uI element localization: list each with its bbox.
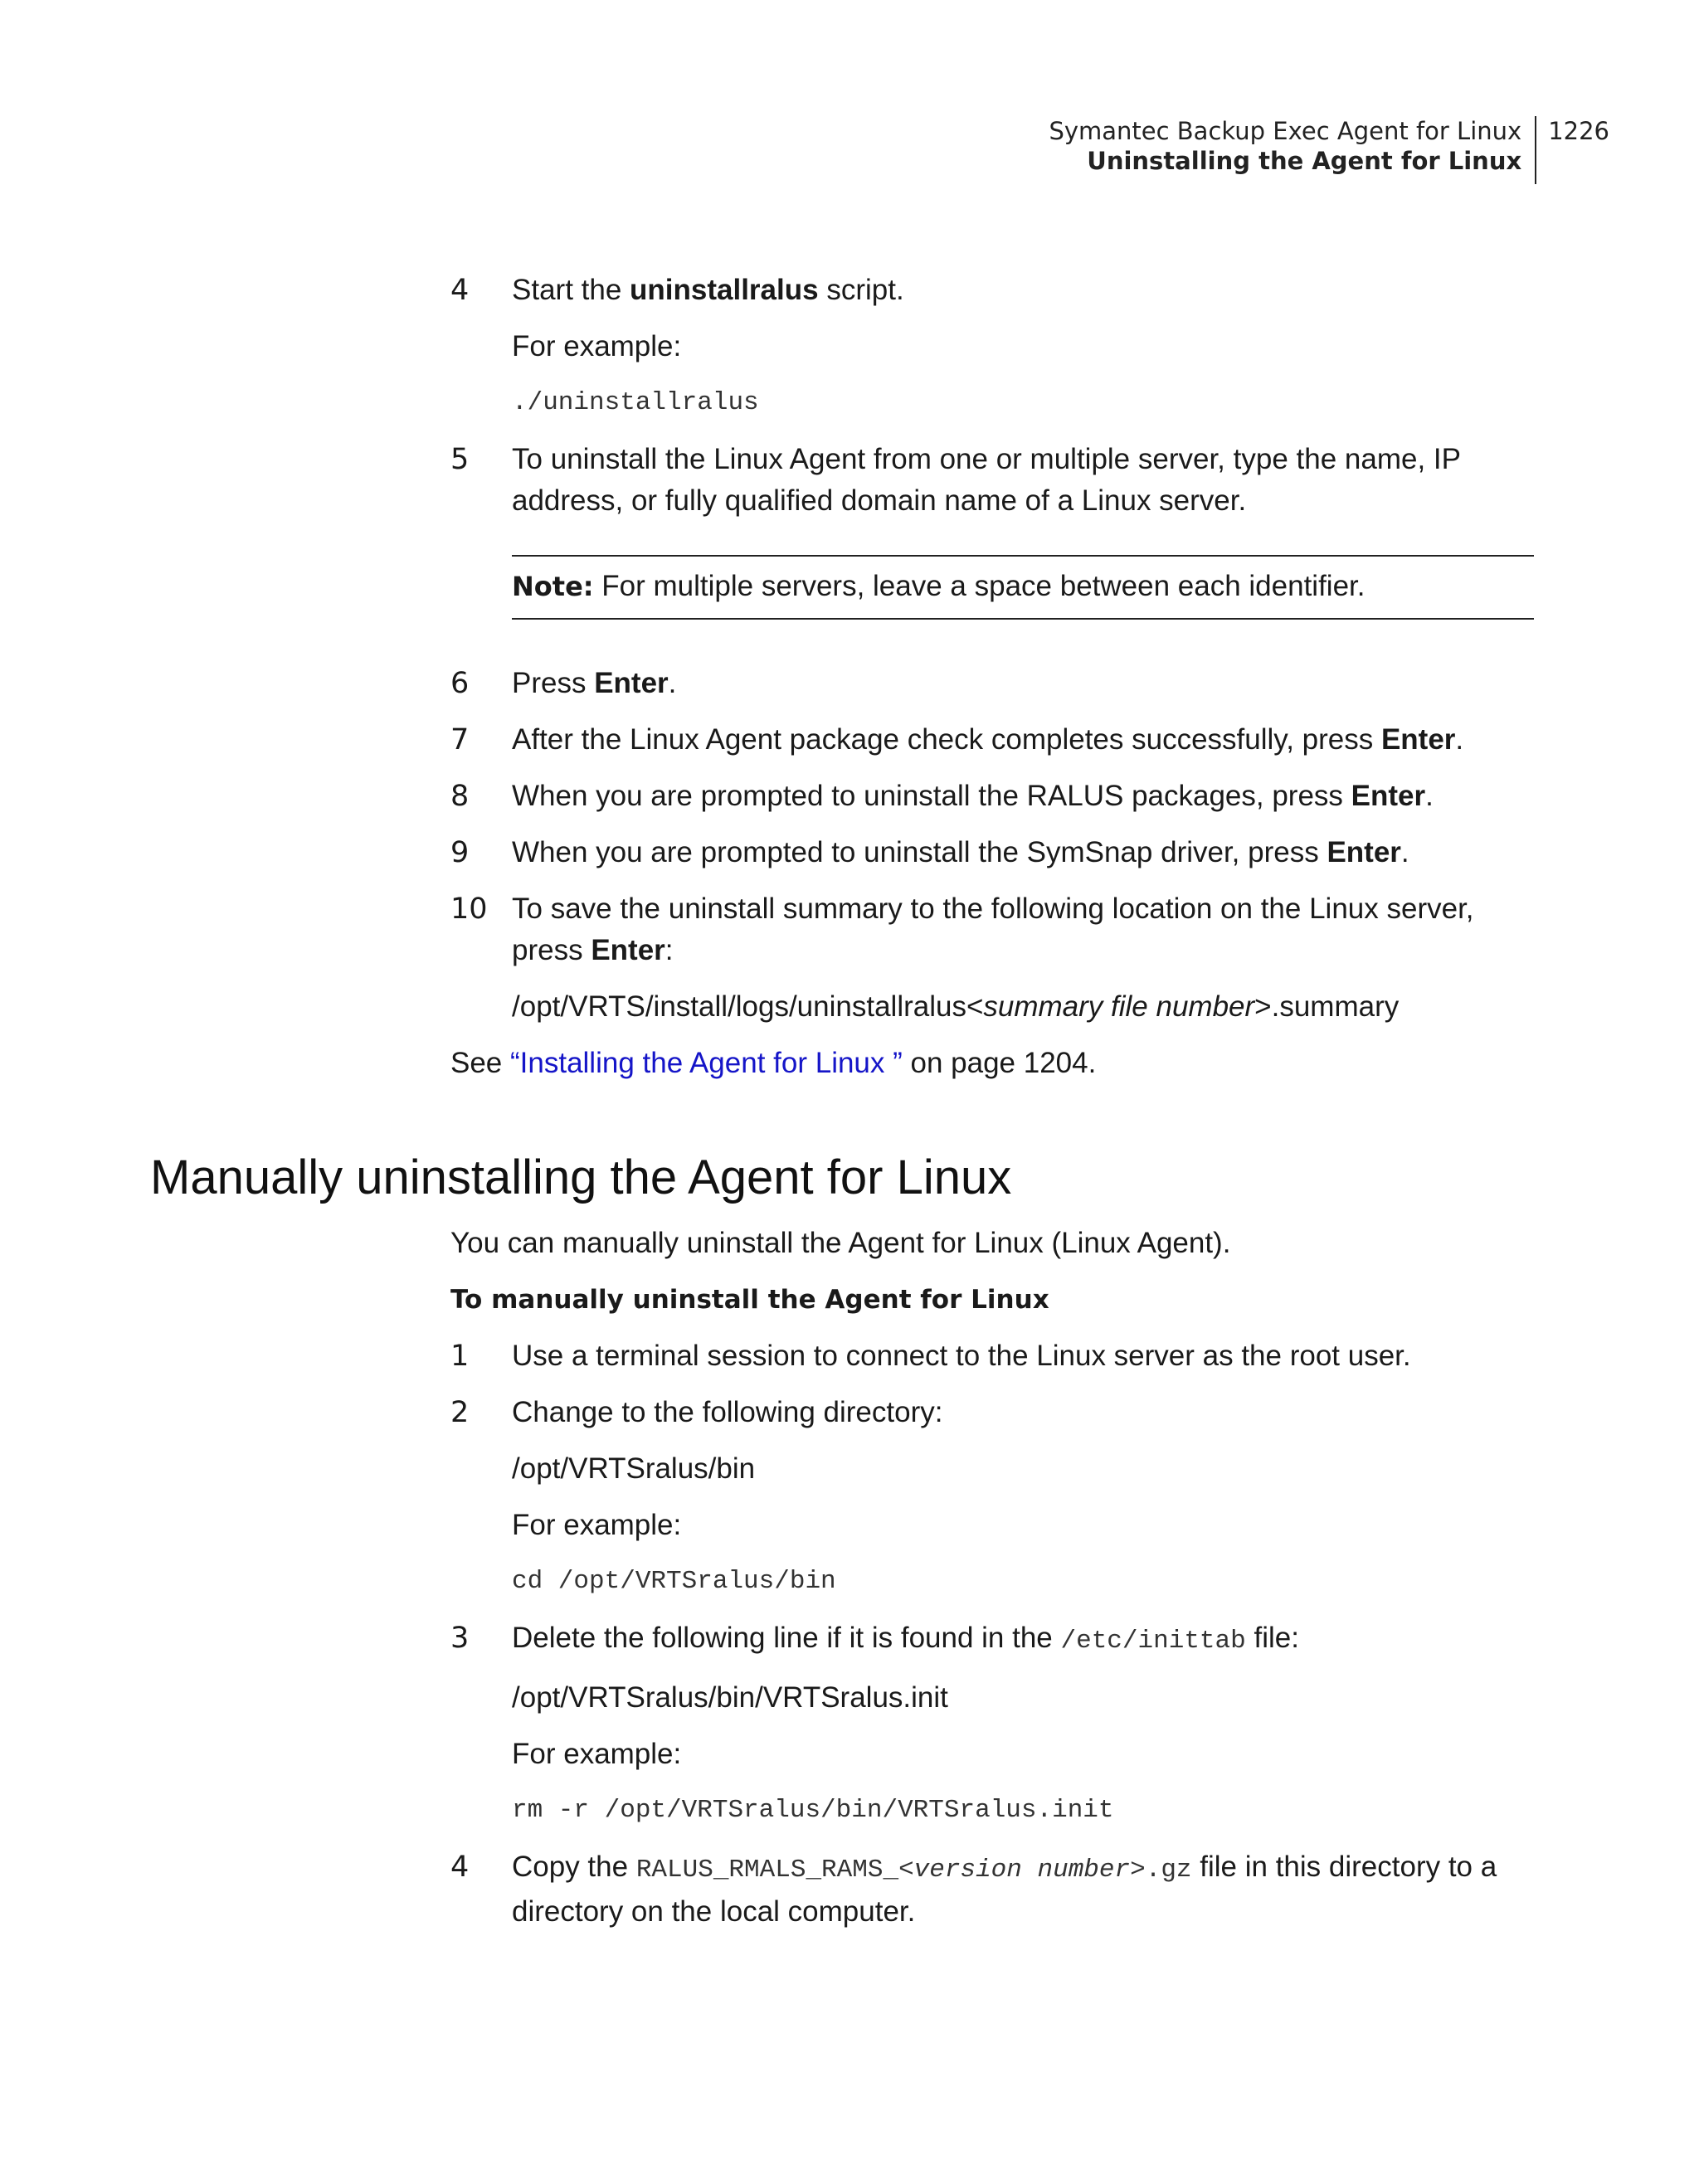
inittab-path: /etc/inittab [1060,1627,1246,1656]
key-name: Enter [594,667,669,699]
step-text-pre: After the Linux Agent package check completes successfully, press [512,723,1381,756]
step-text-pre: Start the [512,274,630,306]
step-4 [450,270,1537,311]
header-section-title: Uninstalling the Agent for Linux [1087,147,1522,175]
step-number: 10 [450,893,488,926]
example-code: ./uninstallralus [512,388,759,417]
example-label: For example: [512,330,682,362]
step-text-post: . [1455,723,1464,756]
step-number: 4 [450,274,470,307]
step-number: 2 [450,1396,470,1429]
note-text: For multiple servers, leave a space between each identifier. [593,570,1366,602]
step-number: 7 [450,723,470,756]
step-text-pre: To save the uninstall summary to the following location on the Linux server, press [512,893,1474,966]
intro-paragraph: You can manually uninstall the Agent for Linux (Linux Agent). [450,1227,1231,1259]
step-text [512,663,1537,704]
step-2 [450,1392,1537,1433]
step-3 [450,1617,1537,1662]
directory-path: /opt/VRTSralus/bin [512,1452,756,1485]
summary-path [512,986,1537,1028]
installing-agent-link[interactable]: “Installing the Agent for Linux ” [510,1047,903,1079]
running-header [1049,116,1609,184]
procedure-title: To manually uninstall the Agent for Linux [450,1285,1049,1315]
uninstall-steps-continued [450,270,1537,1084]
see-also [450,1043,1537,1084]
step-text [512,1846,1537,1933]
step-5 [450,439,1537,522]
example-code: rm -r /opt/VRTSralus/bin/VRTSralus.init [512,1796,1114,1825]
step-10 [450,888,1537,971]
step-text-pre: Copy the [512,1851,636,1883]
example-label: For example: [512,1509,682,1541]
note-box [512,555,1534,620]
step-text-pre: When you are prompted to uninstall the RALUS packages, press [512,780,1351,812]
archive-name-post: >.gz [1130,1856,1192,1885]
step-text [512,776,1537,817]
step-number: 4 [450,1851,470,1884]
step-4 [450,1846,1537,1933]
path-placeholder: summary file number [983,990,1255,1023]
note-label: Note: [512,571,594,602]
step-number: 8 [450,780,470,813]
header-doc-title: Symantec Backup Exec Agent for Linux [1049,117,1522,145]
example-label: For example: [512,1738,682,1770]
key-name: Enter [1380,723,1456,756]
step-text [512,719,1537,761]
path-pre: /opt/VRTS/install/logs/uninstallralus< [512,990,984,1023]
step-number: 5 [450,443,470,476]
key-name: Enter [1327,836,1401,868]
step-text-post: . [668,667,677,699]
see-post: on page 1204. [902,1047,1097,1079]
step-1 [450,1335,1537,1377]
step-text [512,1617,1537,1662]
manual-uninstall-section [450,1223,1537,1948]
step-7 [450,719,1537,761]
step-number: 1 [450,1340,470,1373]
step-number: 9 [450,836,470,869]
step-6 [450,663,1537,704]
init-path: /opt/VRTSralus/bin/VRTSralus.init [512,1681,948,1714]
step-8 [450,776,1537,817]
step-number: 6 [450,667,470,700]
step-text-post: file: [1245,1622,1299,1654]
step-text: To uninstall the Linux Agent from one or multiple server, type the name, IP address, or fully qualified domain name of a Linux server. [512,443,1461,517]
step-text-post: script. [818,274,904,306]
header-titles [1049,116,1536,184]
path-post: >.summary [1254,990,1400,1023]
step-text-post: file in this directory to a directory on the local computer. [512,1851,1497,1928]
section-heading: Manually uninstalling the Agent for Linux [150,1150,1012,1204]
archive-name-pre: RALUS_RMALS_RAMS_< [635,1856,914,1885]
key-name: Enter [1351,780,1426,812]
step-text-pre: Press [512,667,595,699]
script-name: uninstallralus [630,274,819,306]
step-text-pre: Delete the following line if it is found in the [512,1622,1061,1654]
step-9 [450,832,1537,873]
example-code: cd /opt/VRTSralus/bin [512,1567,836,1596]
key-name: Enter [591,934,665,966]
step-text-post: : [665,934,674,966]
step-text: Change to the following directory: [512,1396,943,1428]
archive-filename [636,1856,1192,1885]
page-number: 1226 [1548,117,1609,145]
step-text-post: . [1425,780,1434,812]
see-pre: See [450,1047,510,1079]
step-text [512,270,1537,311]
step-text-post: . [1400,836,1409,868]
step-text [512,832,1537,873]
step-number: 3 [450,1622,470,1655]
step-text: Use a terminal session to connect to the Linux server as the root user. [512,1340,1411,1372]
step-text [512,888,1537,971]
step-text-pre: When you are prompted to uninstall the SymSnap driver, press [512,836,1327,868]
archive-version-placeholder: version number [913,1856,1131,1885]
